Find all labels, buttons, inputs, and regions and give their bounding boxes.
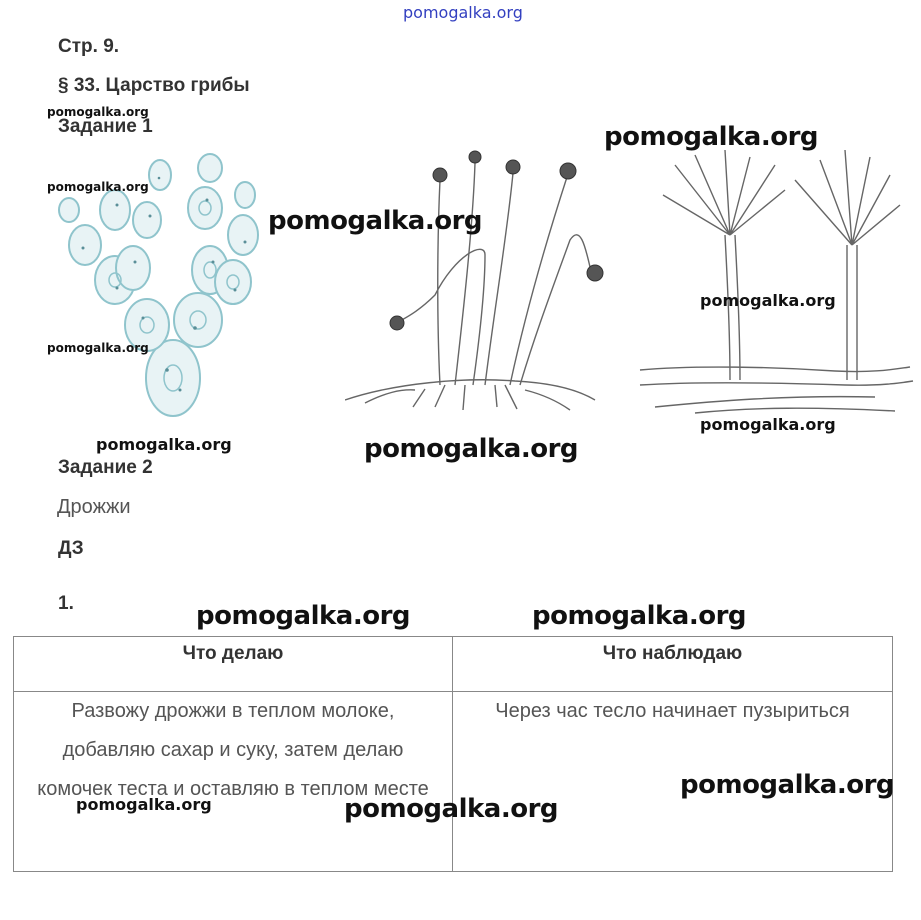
watermark: pomogalka.org [96, 435, 232, 454]
page-reference: Стр. 9. [58, 36, 120, 57]
column-header-actions: Что делаю [14, 637, 453, 692]
watermark: pomogalka.org [47, 105, 149, 119]
watermark: pomogalka.org [47, 180, 149, 194]
table-cell-observation: Через час тесло начинает пузыриться [453, 692, 893, 872]
watermark: pomogalka.org [47, 341, 149, 355]
watermark: pomogalka.org [532, 601, 747, 631]
watermark: pomogalka.org [604, 122, 819, 152]
section-title: § 33. Царство грибы [58, 75, 250, 96]
watermark: pomogalka.org [700, 415, 836, 434]
top-watermark-link[interactable]: pomogalka.org [403, 3, 523, 22]
table-cell-action: Развожу дрожжи в теплом молоке, добавляю сахар и суку, затем делаю комочек теста и оставляю в теплом месте [14, 692, 453, 872]
watermark: pomogalka.org [268, 206, 483, 236]
task2-answer: Дрожжи [57, 496, 131, 518]
watermark: pomogalka.org [700, 291, 836, 310]
table-header-row [14, 637, 893, 692]
watermark: pomogalka.org [76, 795, 212, 814]
mucor-mold-drawing [345, 145, 615, 415]
observation-table [13, 636, 893, 872]
homework-title: ДЗ [58, 538, 84, 559]
column-header-observations: Что наблюдаю [453, 637, 893, 692]
task1-title: Задание 1 [58, 116, 153, 137]
task2-title: Задание 2 [58, 457, 153, 478]
watermark: pomogalka.org [364, 434, 579, 464]
penicillium-mold-drawing [635, 145, 915, 425]
item-number: 1. [58, 593, 74, 614]
watermark: pomogalka.org [680, 770, 895, 800]
watermark: pomogalka.org [344, 794, 559, 824]
watermark: pomogalka.org [196, 601, 411, 631]
